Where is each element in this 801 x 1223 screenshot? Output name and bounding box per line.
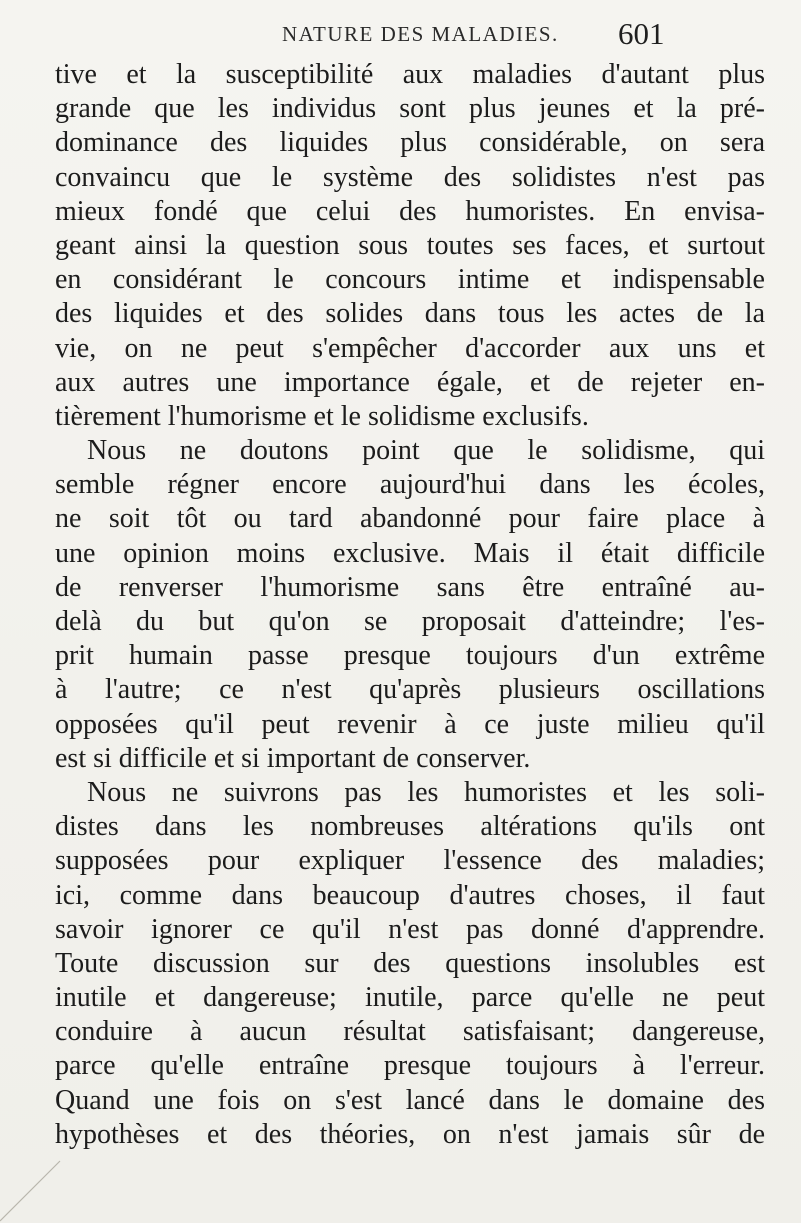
text-line: geant ainsi la question sous toutes ses faces, et surtout — [55, 229, 765, 261]
text-line: convaincu que le système des solidistes n'est pas — [55, 161, 765, 193]
running-head: NATURE DES MALADIES. — [282, 22, 559, 46]
text-line: grande que les individus sont plus jeunes et la pré- — [55, 93, 765, 125]
text-line: semble régner encore aujourd'hui dans les écoles, — [55, 469, 765, 501]
text-line: distes dans les nombreuses altérations qu'ils ont — [55, 811, 765, 843]
page-header — [0, 16, 801, 56]
page-number: 601 — [618, 16, 665, 51]
text-line: delà du but qu'on se proposait d'atteindre; l'es- — [55, 606, 765, 637]
text-line: vie, on ne peut s'empêcher d'accorder aux uns et — [55, 332, 765, 364]
text-line: à l'autre; ce n'est qu'après plusieurs oscillations — [55, 674, 765, 706]
text-line: de renverser l'humorisme sans être entraîné au- — [55, 571, 765, 603]
text-line: inutile et dangereuse; inutile, parce qu'elle ne peut — [55, 982, 765, 1014]
text-line: conduire à aucun résultat satisfaisant; dangereuse, — [55, 1016, 765, 1048]
text-line: hypothèses et des théories, on n'est jamais sûr de — [55, 1118, 765, 1150]
text-line: est si difficile et si important de conserver. — [55, 742, 531, 774]
text-line: Nous ne doutons point que le solidisme, qui — [87, 435, 765, 467]
text-line: Nous ne suivrons pas les humoristes et les soli- — [87, 776, 765, 808]
text-line: dominance des liquides plus considérable, on sera — [55, 127, 765, 159]
text-line: Toute discussion sur des questions insolubles est — [55, 947, 765, 979]
text-line: savoir ignorer ce qu'il n'est pas donné d'apprendre. — [55, 913, 765, 945]
text-line: opposées qu'il peut revenir à ce juste milieu qu'il — [55, 708, 765, 740]
text-line: supposées pour expliquer l'essence des maladies; — [55, 845, 765, 877]
text-line: une opinion moins exclusive. Mais il était difficile — [55, 537, 765, 569]
text-line: tièrement l'humorisme et le solidisme exclusifs. — [55, 400, 589, 432]
text-line: en considérant le concours intime et indispensable — [55, 264, 765, 296]
text-line: Quand une fois on s'est lancé dans le domaine des — [55, 1084, 765, 1116]
text-line: parce qu'elle entraîne presque toujours à l'erreur. — [55, 1050, 765, 1082]
text-line: des liquides et des solides dans tous les actes de la — [55, 298, 765, 330]
text-line: aux autres une importance égale, et de rejeter en- — [55, 366, 765, 398]
text-line: ne soit tôt ou tard abandonné pour faire place à — [55, 503, 765, 535]
text-line: tive et la susceptibilité aux maladies d'autant plus — [55, 59, 765, 90]
text-line: prit humain passe presque toujours d'un extrême — [55, 640, 765, 672]
text-line: mieux fondé que celui des humoristes. En envisa- — [55, 195, 765, 227]
body-text — [55, 58, 765, 1152]
text-line: ici, comme dans beaucoup d'autres choses, il faut — [55, 879, 765, 911]
page-corner-crease — [0, 1133, 90, 1223]
